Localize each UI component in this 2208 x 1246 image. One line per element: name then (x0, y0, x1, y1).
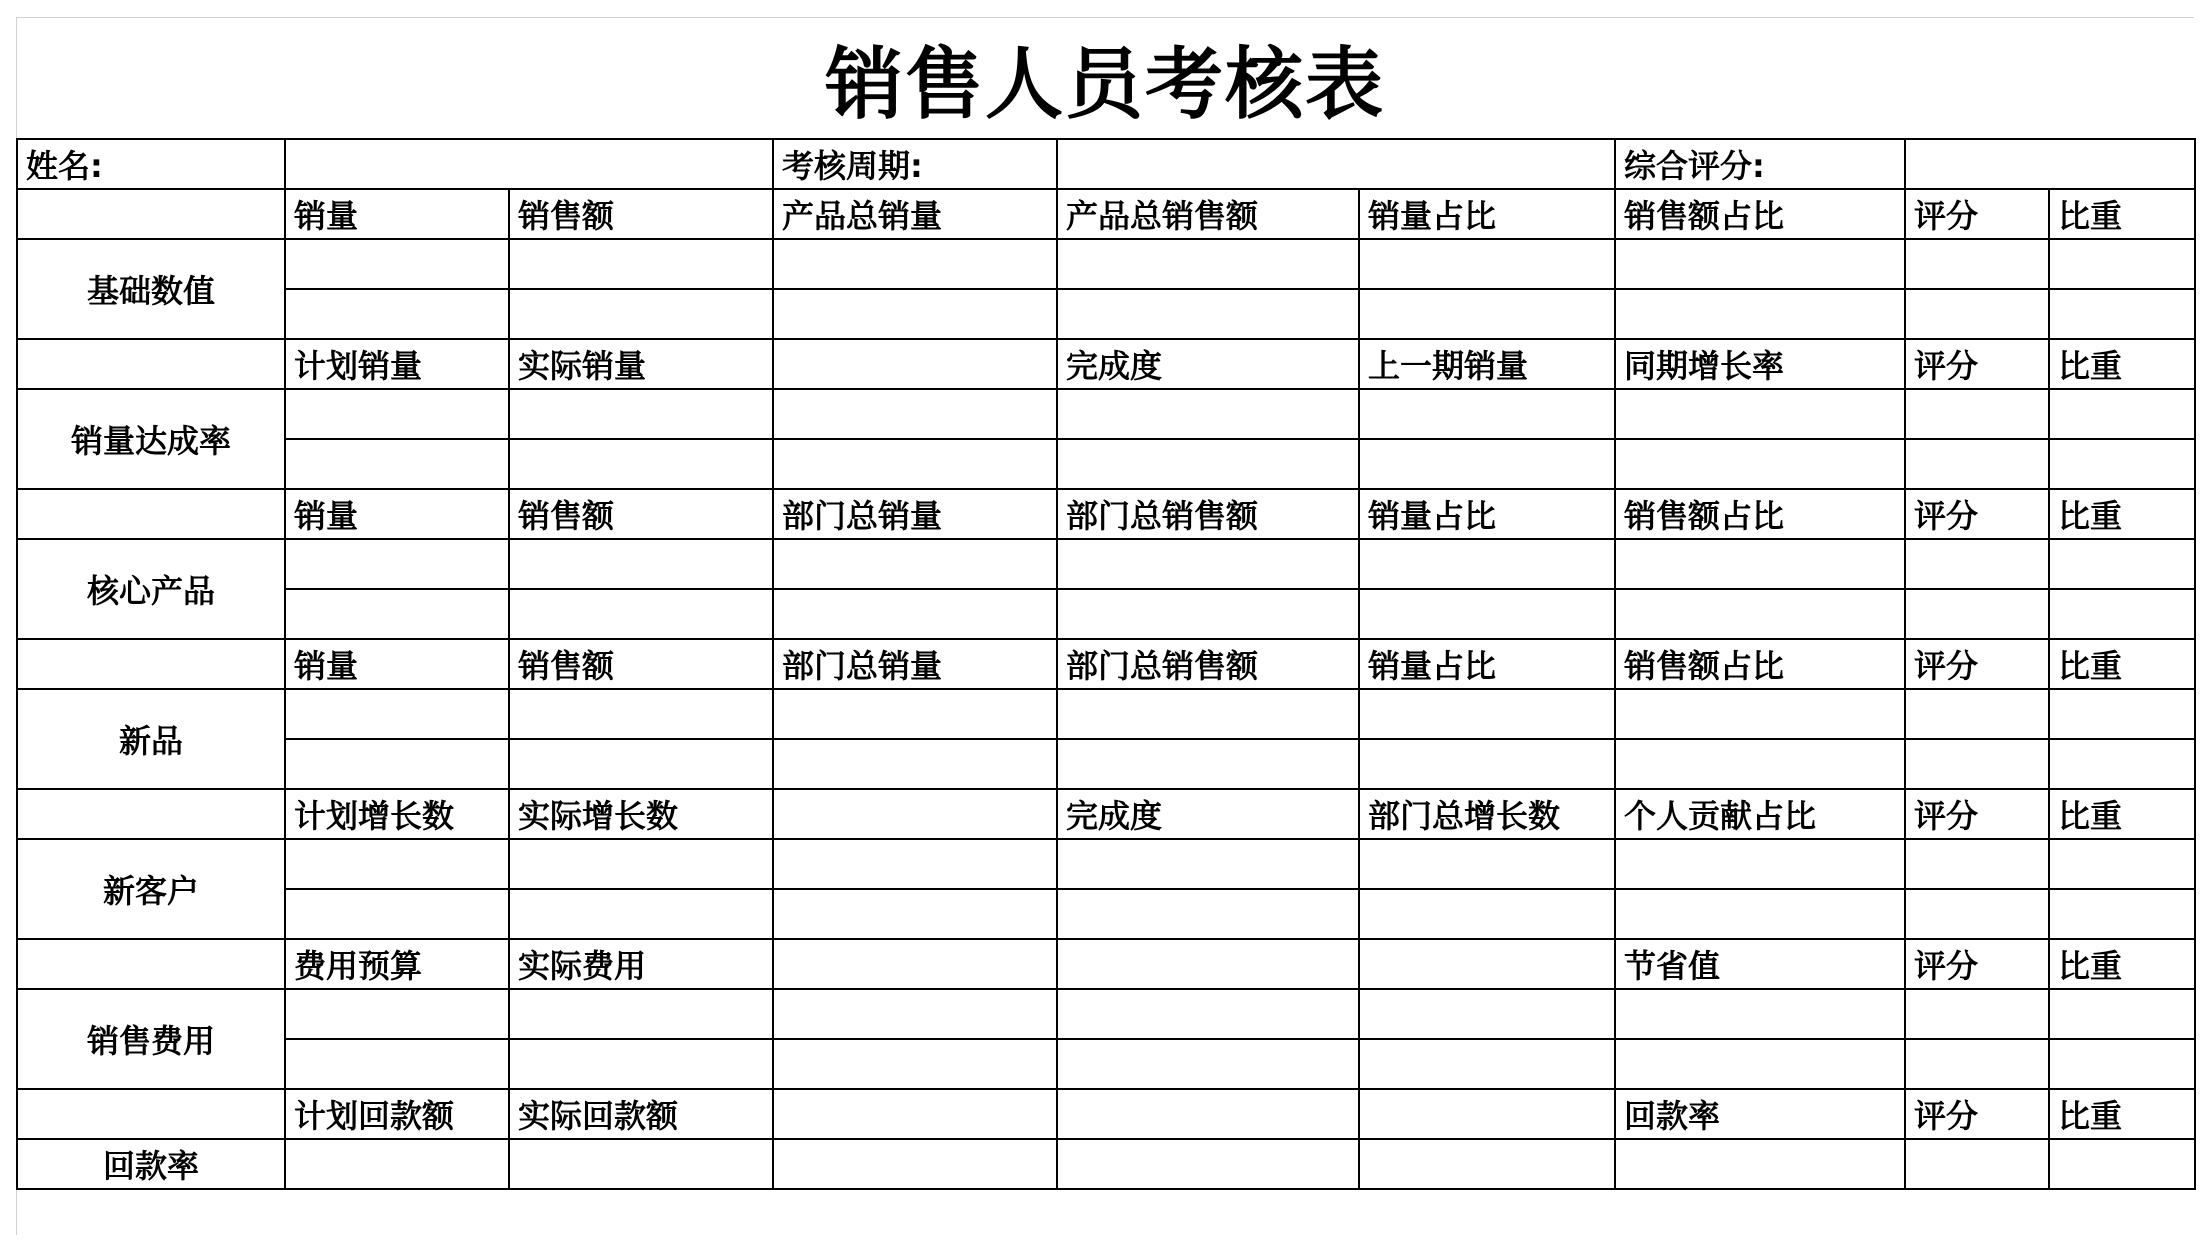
column-header: 销售额占比 (1615, 489, 1905, 539)
table-row (17, 689, 2195, 739)
category-label: 基础数值 (17, 239, 285, 339)
data-cell[interactable] (773, 389, 1057, 439)
data-cell[interactable] (509, 839, 773, 889)
data-cell[interactable] (1359, 439, 1615, 489)
data-cell[interactable] (773, 589, 1057, 639)
assessment-table (16, 138, 2196, 1190)
data-cell[interactable] (1905, 689, 2049, 739)
data-cell[interactable] (285, 239, 509, 289)
data-cell[interactable] (285, 389, 509, 439)
column-header (773, 789, 1057, 839)
data-cell[interactable] (509, 689, 773, 739)
column-header: 上一期销量 (1359, 339, 1615, 389)
data-cell[interactable] (1615, 289, 1905, 339)
column-header: 产品总销售额 (1057, 189, 1359, 239)
period-input-cell[interactable] (1057, 139, 1615, 189)
column-header: 个人贡献占比 (1615, 789, 1905, 839)
table-row (17, 389, 2195, 439)
section-header-row (17, 489, 2195, 539)
data-cell[interactable] (1359, 689, 1615, 739)
data-cell[interactable] (1905, 439, 2049, 489)
column-header (1359, 939, 1615, 989)
page-title: 销售人员考核表 (824, 39, 1385, 130)
data-cell[interactable] (285, 739, 509, 789)
data-cell[interactable] (1359, 239, 1615, 289)
column-header: 完成度 (1057, 789, 1359, 839)
table-row (17, 289, 2195, 339)
data-cell[interactable] (1057, 239, 1359, 289)
column-header: 销量 (285, 639, 509, 689)
category-label: 回款率 (17, 1139, 285, 1189)
data-cell[interactable] (1359, 889, 1615, 939)
data-cell[interactable] (1057, 1039, 1359, 1089)
column-header: 同期增长率 (1615, 339, 1905, 389)
data-cell[interactable] (1615, 539, 1905, 589)
blank-cell (17, 639, 285, 689)
data-cell[interactable] (773, 289, 1057, 339)
column-header (773, 339, 1057, 389)
data-cell[interactable] (1905, 589, 2049, 639)
data-cell[interactable] (773, 689, 1057, 739)
data-cell[interactable] (1615, 889, 1905, 939)
data-cell[interactable] (1905, 239, 2049, 289)
column-header: 部门总增长数 (1359, 789, 1615, 839)
column-header: 销量占比 (1359, 189, 1615, 239)
section-header-row (17, 1089, 2195, 1139)
data-cell[interactable] (1615, 589, 1905, 639)
table-row (17, 739, 2195, 789)
data-cell[interactable] (1905, 289, 2049, 339)
data-cell[interactable] (773, 1039, 1057, 1089)
data-cell[interactable] (2049, 389, 2195, 439)
column-header: 实际增长数 (509, 789, 773, 839)
data-cell[interactable] (285, 839, 509, 889)
data-cell[interactable] (1615, 239, 1905, 289)
data-cell[interactable] (1359, 1039, 1615, 1089)
data-cell[interactable] (773, 739, 1057, 789)
data-cell[interactable] (285, 1039, 509, 1089)
data-cell[interactable] (1359, 539, 1615, 589)
data-cell[interactable] (1057, 739, 1359, 789)
data-cell[interactable] (285, 289, 509, 339)
data-cell[interactable] (1057, 589, 1359, 639)
data-cell[interactable] (1615, 989, 1905, 1039)
data-cell[interactable] (2049, 989, 2195, 1039)
column-header: 评分 (1905, 1089, 2049, 1139)
table-row (17, 889, 2195, 939)
data-cell[interactable] (2049, 739, 2195, 789)
data-cell[interactable] (1615, 1139, 1905, 1189)
data-cell[interactable] (1905, 839, 2049, 889)
column-header: 比重 (2049, 1089, 2195, 1139)
column-header: 完成度 (1057, 339, 1359, 389)
category-label: 销售费用 (17, 989, 285, 1089)
column-header (773, 1089, 1057, 1139)
column-header: 评分 (1905, 339, 2049, 389)
data-cell[interactable] (509, 539, 773, 589)
period-label: 考核周期: (773, 139, 1057, 189)
column-header: 部门总销量 (773, 639, 1057, 689)
column-header: 部门总销售额 (1057, 489, 1359, 539)
column-header: 销售额 (509, 639, 773, 689)
column-header: 比重 (2049, 489, 2195, 539)
column-header: 计划增长数 (285, 789, 509, 839)
column-header: 实际回款额 (509, 1089, 773, 1139)
data-cell[interactable] (285, 439, 509, 489)
column-header: 比重 (2049, 939, 2195, 989)
data-cell[interactable] (1359, 289, 1615, 339)
column-header: 部门总销售额 (1057, 639, 1359, 689)
data-cell[interactable] (509, 739, 773, 789)
column-header: 费用预算 (285, 939, 509, 989)
data-cell[interactable] (1905, 539, 2049, 589)
data-cell[interactable] (509, 589, 773, 639)
data-cell[interactable] (1905, 1139, 2049, 1189)
column-header: 销量 (285, 189, 509, 239)
column-header (1057, 939, 1359, 989)
data-cell[interactable] (2049, 839, 2195, 889)
info-row (17, 139, 2195, 189)
table-row (17, 239, 2195, 289)
data-cell[interactable] (773, 539, 1057, 589)
data-cell[interactable] (285, 589, 509, 639)
blank-cell (17, 339, 285, 389)
table-row (17, 989, 2195, 1039)
data-cell[interactable] (1359, 1139, 1615, 1189)
column-header: 销量占比 (1359, 639, 1615, 689)
data-cell[interactable] (773, 1139, 1057, 1189)
data-cell[interactable] (2049, 689, 2195, 739)
data-cell[interactable] (1615, 389, 1905, 439)
name-input-cell[interactable] (285, 139, 773, 189)
blank-cell (17, 1089, 285, 1139)
column-header: 评分 (1905, 489, 2049, 539)
data-cell[interactable] (1057, 689, 1359, 739)
category-label: 新品 (17, 689, 285, 789)
column-header (1359, 1089, 1615, 1139)
data-cell[interactable] (2049, 239, 2195, 289)
column-header: 销售额占比 (1615, 639, 1905, 689)
data-cell[interactable] (1359, 989, 1615, 1039)
data-cell[interactable] (1905, 989, 2049, 1039)
data-cell[interactable] (2049, 539, 2195, 589)
data-cell[interactable] (1615, 739, 1905, 789)
data-cell[interactable] (1615, 1039, 1905, 1089)
data-cell[interactable] (509, 889, 773, 939)
data-cell[interactable] (509, 389, 773, 439)
data-cell[interactable] (1057, 889, 1359, 939)
column-header (1057, 1089, 1359, 1139)
data-cell[interactable] (1615, 839, 1905, 889)
column-header: 回款率 (1615, 1089, 1905, 1139)
column-header: 销售额占比 (1615, 189, 1905, 239)
data-cell[interactable] (773, 989, 1057, 1039)
blank-cell (17, 939, 285, 989)
data-cell[interactable] (1905, 1039, 2049, 1089)
column-header: 比重 (2049, 789, 2195, 839)
data-cell[interactable] (773, 439, 1057, 489)
column-header: 评分 (1905, 789, 2049, 839)
column-header: 实际销量 (509, 339, 773, 389)
column-header: 比重 (2049, 639, 2195, 689)
data-cell[interactable] (285, 539, 509, 589)
column-header: 比重 (2049, 189, 2195, 239)
data-cell[interactable] (1359, 739, 1615, 789)
data-cell[interactable] (509, 239, 773, 289)
data-cell[interactable] (1359, 589, 1615, 639)
score-input-cell[interactable] (1905, 139, 2195, 189)
blank-cell (17, 189, 285, 239)
data-cell[interactable] (2049, 1039, 2195, 1089)
column-header: 销售额 (509, 189, 773, 239)
column-header: 销量 (285, 489, 509, 539)
data-cell[interactable] (509, 1139, 773, 1189)
data-cell[interactable] (773, 839, 1057, 889)
category-label: 新客户 (17, 839, 285, 939)
data-cell[interactable] (773, 889, 1057, 939)
column-header: 评分 (1905, 639, 2049, 689)
table-row (17, 1139, 2195, 1189)
data-cell[interactable] (285, 989, 509, 1039)
name-label: 姓名: (17, 139, 285, 189)
data-cell[interactable] (285, 689, 509, 739)
column-header: 评分 (1905, 939, 2049, 989)
data-cell[interactable] (509, 1039, 773, 1089)
data-cell[interactable] (1905, 389, 2049, 439)
data-cell[interactable] (509, 289, 773, 339)
data-cell[interactable] (2049, 439, 2195, 489)
data-cell[interactable] (1359, 839, 1615, 889)
column-header: 销量占比 (1359, 489, 1615, 539)
data-cell[interactable] (509, 989, 773, 1039)
score-label: 综合评分: (1615, 139, 1905, 189)
data-cell[interactable] (1057, 839, 1359, 889)
data-cell[interactable] (1057, 289, 1359, 339)
column-header: 销售额 (509, 489, 773, 539)
category-label: 核心产品 (17, 539, 285, 639)
data-cell[interactable] (2049, 589, 2195, 639)
data-cell[interactable] (2049, 289, 2195, 339)
data-cell[interactable] (1057, 1139, 1359, 1189)
data-cell[interactable] (1057, 539, 1359, 589)
table-row (17, 1039, 2195, 1089)
section-header-row (17, 789, 2195, 839)
data-cell[interactable] (1905, 739, 2049, 789)
section-header-row (17, 189, 2195, 239)
table-row (17, 439, 2195, 489)
table-row (17, 539, 2195, 589)
section-header-row (17, 339, 2195, 389)
data-cell[interactable] (509, 439, 773, 489)
column-header: 比重 (2049, 339, 2195, 389)
data-cell[interactable] (773, 239, 1057, 289)
category-label: 销量达成率 (17, 389, 285, 489)
data-cell[interactable] (1057, 439, 1359, 489)
data-cell[interactable] (2049, 889, 2195, 939)
data-cell[interactable] (1359, 389, 1615, 439)
data-cell[interactable] (1615, 439, 1905, 489)
column-header (773, 939, 1057, 989)
data-cell[interactable] (1615, 689, 1905, 739)
data-cell[interactable] (1057, 389, 1359, 439)
section-header-row (17, 639, 2195, 689)
column-header: 评分 (1905, 189, 2049, 239)
data-cell[interactable] (1057, 989, 1359, 1039)
blank-cell (17, 789, 285, 839)
table-row (17, 589, 2195, 639)
data-cell[interactable] (285, 1139, 509, 1189)
column-header: 计划回款额 (285, 1089, 509, 1139)
column-header: 计划销量 (285, 339, 509, 389)
column-header: 部门总销量 (773, 489, 1057, 539)
data-cell[interactable] (2049, 1139, 2195, 1189)
section-header-row (17, 939, 2195, 989)
data-cell[interactable] (285, 889, 509, 939)
column-header: 产品总销量 (773, 189, 1057, 239)
column-header: 实际费用 (509, 939, 773, 989)
column-header: 节省值 (1615, 939, 1905, 989)
blank-cell (17, 489, 285, 539)
data-cell[interactable] (1905, 889, 2049, 939)
table-row (17, 839, 2195, 889)
